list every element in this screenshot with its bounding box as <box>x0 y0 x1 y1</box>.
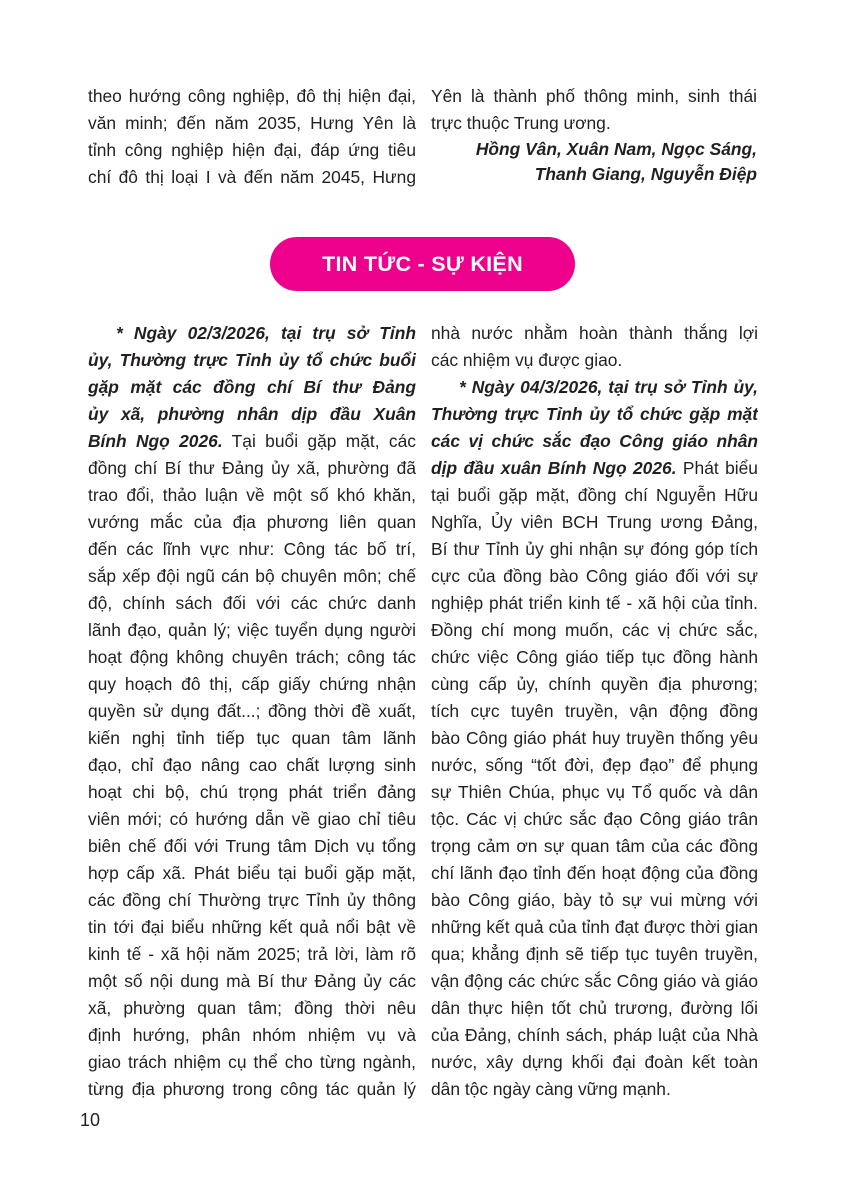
text-line: quyền sử dụng đất...; đồng thời đề xuất, <box>88 701 416 721</box>
news-headline-line: * Ngày 04/3/2026, tại trụ sở Tỉnh ủy, <box>459 377 758 397</box>
news-headline-line: ủy, Thường trực Tỉnh ủy tổ chức buổi <box>88 350 416 370</box>
text-line: Yên là thành phố thông minh, sinh thái <box>431 86 757 106</box>
text-line: đến các lĩnh vực như: Công tác bố trí, <box>88 539 416 559</box>
text-line: xã, phường quan tâm; đồng thời nêu <box>88 998 416 1018</box>
text-line: giao trách nhiệm cụ thể cho từng ngành, <box>88 1052 416 1072</box>
text-line: tại buổi gặp mặt, đồng chí Nguyễn Hữu <box>431 485 758 505</box>
news-headline-line: các vị chức sắc đạo Công giáo nhân <box>431 431 758 451</box>
text-line: tích cực tuyên truyền, vận động đồng <box>431 701 758 721</box>
text-line: bào Công giáo phát huy truyền thống yêu <box>431 728 758 748</box>
text-line: vướng mắc của địa phương liên quan <box>88 512 416 532</box>
news-headline-line: ủy xã, phường nhân dịp đầu Xuân <box>88 404 416 424</box>
text-line: của Đảng, chính sách, pháp luật của Nhà <box>431 1025 758 1045</box>
text-line: cực của đồng bào Công giáo đối với sự <box>431 566 758 586</box>
text-line: Đồng chí mong muốn, các vị chức sắc, <box>431 620 758 640</box>
text-line: đạo, chỉ đạo nâng cao chất lượng sinh <box>88 755 416 775</box>
text-line: vận động các chức sắc Công giáo và giáo <box>431 971 758 991</box>
text-line: chức việc Công giáo tiếp tục đồng hành <box>431 647 758 667</box>
text-line: quy hoạch đô thị, cấp giấy chứng nhận <box>88 674 416 694</box>
article-ending-right-column <box>431 83 757 187</box>
text-line: độ, chính sách đối với các chức danh <box>88 593 416 613</box>
text-line: kiến nghị tỉnh tiếp tục quan tâm lãnh <box>88 728 416 748</box>
section-title: TIN TỨC - SỰ KIỆN <box>322 251 523 276</box>
news-right-column <box>431 320 758 1103</box>
text-line: trọng cảm ơn sự quan tâm của các đồng <box>431 836 758 856</box>
text-line: qua; khẳng định sẽ tiếp tục tuyên truyền, <box>431 944 758 964</box>
text-line: chí lãnh đạo tỉnh đến hoạt động của đồng <box>431 863 758 883</box>
author-line: Thanh Giang, Nguyễn Điệp <box>534 164 757 184</box>
news-body-start: Tại buổi gặp mặt, các <box>222 431 416 451</box>
news-left-column <box>88 320 416 1103</box>
text-line: trực thuộc Trung ương. <box>431 113 611 133</box>
text-line: sự Thiên Chúa, phục vụ Tổ quốc và dân <box>431 782 758 802</box>
text-line: hoạt chi bộ, chú trọng phát triển đảng <box>88 782 416 802</box>
text-line: tộc. Các vị chức sắc đạo Công giáo trân <box>431 809 758 829</box>
text-line: kinh tế - xã hội năm 2025; trả lời, làm rõ <box>88 944 416 964</box>
text-line: các nhiệm vụ được giao. <box>431 350 623 370</box>
text-line: dân tộc ngày càng vững mạnh. <box>431 1079 671 1099</box>
text-line: một số nội dung mà Bí thư Đảng ủy các <box>88 971 416 991</box>
text-line: theo hướng công nghiệp, đô thị hiện đại, <box>88 86 416 106</box>
text-line: nước, sống “tốt đời, đẹp đạo” để phụng <box>431 755 758 775</box>
text-line: lãnh đạo, quản lý; việc tuyển dụng người <box>88 620 416 640</box>
text-line: hợp cấp xã. Phát biểu tại buổi gặp mặt, <box>88 863 416 883</box>
news-headline-end: dịp đầu xuân Bính Ngọ 2026. <box>431 458 677 478</box>
text-line: Nghĩa, Ủy viên BCH Trung ương Đảng, <box>431 512 758 532</box>
text-line: nước, xây dựng khối đại đoàn kết toàn <box>431 1052 758 1072</box>
news-headline-line: Thường trực Tỉnh ủy tổ chức gặp mặt <box>431 404 758 424</box>
text-line: nhà nước nhằm hoàn thành thắng lợi <box>431 323 758 343</box>
text-line: chí đô thị loại I và đến năm 2045, Hưng <box>88 167 416 187</box>
text-line: sắp xếp đội ngũ cán bộ chuyên môn; chế <box>88 566 416 586</box>
text-line: dân thực hiện tốt chủ trương, đường lối <box>431 998 758 1018</box>
section-title-banner <box>270 237 575 291</box>
mixed-line <box>88 428 416 455</box>
text-line: tỉnh công nghiệp hiện đại, đáp ứng tiêu <box>88 140 416 160</box>
text-line: trao đổi, thảo luận về một số khó khăn, <box>88 485 416 505</box>
text-line: những kết quả của tỉnh đạt được thời gian <box>431 917 758 937</box>
text-line: Bí thư Tỉnh ủy ghi nhận sự đóng góp tích <box>431 539 758 559</box>
text-line: tin tới đại biểu những kết quả nổi bật về <box>88 917 416 937</box>
text-line: văn minh; đến năm 2035, Hưng Yên là <box>88 113 416 133</box>
mixed-line <box>431 455 758 482</box>
author-line: Hồng Vân, Xuân Nam, Ngọc Sáng, <box>475 139 757 159</box>
text-line: biên chế đối với Trung tâm Dịch vụ tổng <box>88 836 416 856</box>
page-number: 10 <box>80 1110 101 1130</box>
news-headline-end: Bính Ngọ 2026. <box>88 431 223 451</box>
news-headline-line: * Ngày 02/3/2026, tại trụ sở Tỉnh <box>116 323 416 343</box>
text-line: nghiệp phát triển kinh tế - xã hội của tỉnh. <box>431 593 758 613</box>
text-line: cùng cấp ủy, chính quyền địa phương; <box>431 674 758 694</box>
text-line: từng địa phương trong công tác quản lý <box>88 1079 416 1099</box>
news-headline-line: gặp mặt các đồng chí Bí thư Đảng <box>88 377 416 397</box>
text-line: đồng chí Bí thư Đảng ủy xã, phường đã <box>88 458 416 478</box>
text-line: hoạt động không chuyên trách; công tác <box>88 647 416 667</box>
text-line: bào Công giáo, bày tỏ sự vui mừng với <box>431 890 758 910</box>
news-body-start: Phát biểu <box>676 458 758 478</box>
author-byline <box>431 137 757 187</box>
text-line: định hướng, phân nhóm nhiệm vụ và <box>88 1025 416 1045</box>
article-ending-left-column <box>88 83 416 191</box>
text-line: các đồng chí Thường trực Tỉnh ủy thông <box>88 890 416 910</box>
text-line: viên mới; có hướng dẫn về giao chỉ tiêu <box>88 809 416 829</box>
